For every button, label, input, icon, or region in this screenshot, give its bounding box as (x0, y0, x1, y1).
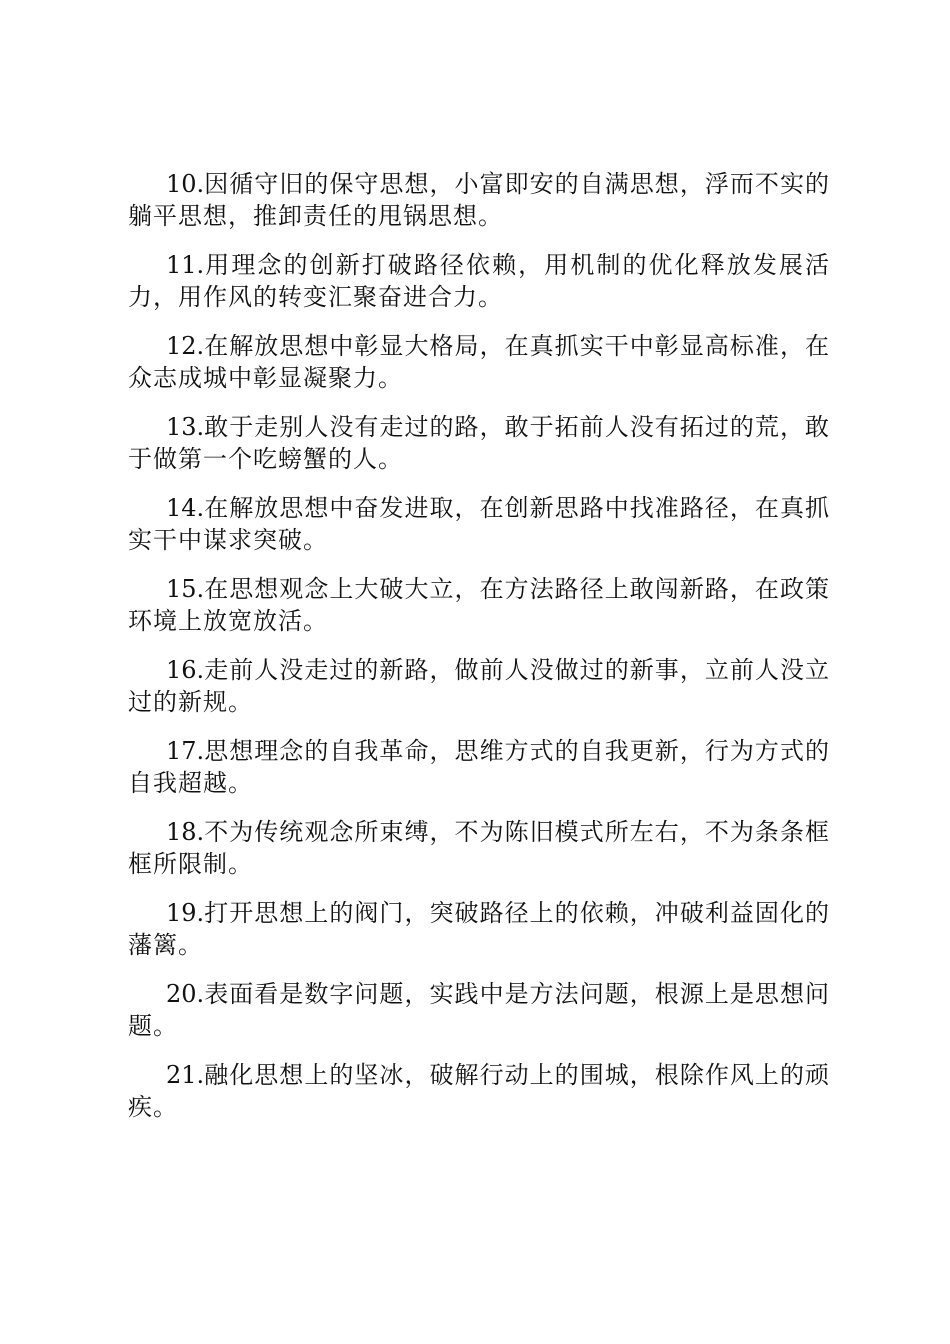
item-text: 在思想观念上大破大立，在方法路径上敢闯新路，在政策环境上放宽放活。 (128, 575, 830, 635)
item-text: 不为传统观念所束缚，不为陈旧模式所左右，不为条条框框所限制。 (128, 818, 830, 878)
item-text: 融化思想上的坚冰，破解行动上的围城，根除作风上的顽疾。 (128, 1061, 830, 1121)
item-number: 18. (166, 818, 205, 846)
item-number: 20. (166, 980, 205, 1008)
item-text: 用理念的创新打破路径依赖，用机制的优化释放发展活力，用作风的转变汇聚奋进合力。 (128, 251, 830, 311)
item-number: 16. (166, 656, 205, 684)
item-text: 敢于走别人没有走过的路，敢于拓前人没有拓过的荒，敢于做第一个吃螃蟹的人。 (128, 413, 830, 473)
list-item (128, 330, 830, 394)
item-text: 在解放思想中奋发进取，在创新思路中找准路径，在真抓实干中谋求突破。 (128, 494, 830, 554)
list-item (128, 816, 830, 880)
item-text: 表面看是数字问题，实践中是方法问题，根源上是思想问题。 (128, 980, 830, 1040)
item-number: 11. (166, 251, 205, 279)
item-number: 14. (166, 494, 205, 522)
list-item (128, 654, 830, 718)
item-text: 在解放思想中彰显大格局，在真抓实干中彰显高标准，在众志成城中彰显凝聚力。 (128, 332, 830, 392)
list-item (128, 411, 830, 475)
item-number: 17. (166, 737, 205, 765)
list-item (128, 1059, 830, 1123)
list-item (128, 735, 830, 799)
list-item (128, 573, 830, 637)
item-text: 因循守旧的保守思想，小富即安的自满思想，浮而不实的躺平思想，推卸责任的甩锅思想。 (128, 170, 830, 230)
document-body (128, 168, 830, 1140)
item-text: 走前人没走过的新路，做前人没做过的新事，立前人没立过的新规。 (128, 656, 830, 716)
list-item (128, 897, 830, 961)
list-item (128, 168, 830, 232)
item-number: 15. (166, 575, 205, 603)
item-number: 21. (166, 1061, 205, 1089)
item-text: 思想理念的自我革命，思维方式的自我更新，行为方式的自我超越。 (128, 737, 830, 797)
item-number: 12. (166, 332, 205, 360)
item-text: 打开思想上的阀门，突破路径上的依赖，冲破利益固化的藩篱。 (128, 899, 830, 959)
list-item (128, 249, 830, 313)
item-number: 19. (166, 899, 205, 927)
list-item (128, 492, 830, 556)
list-item (128, 978, 830, 1042)
item-number: 10. (166, 170, 205, 198)
item-number: 13. (166, 413, 205, 441)
